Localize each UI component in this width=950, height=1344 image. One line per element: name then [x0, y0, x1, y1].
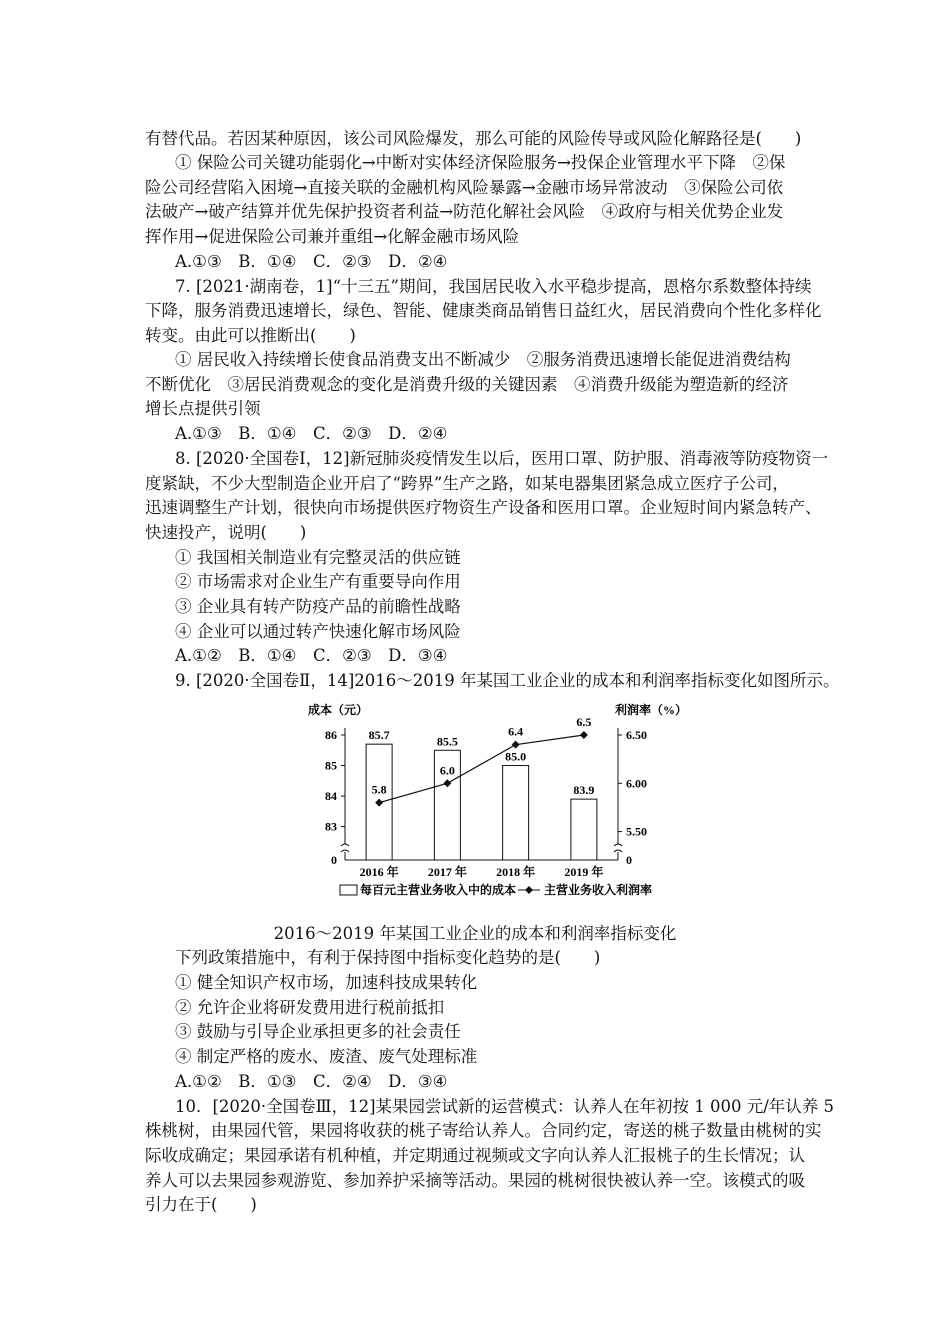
x-tick-label: 2018 年	[496, 865, 536, 879]
q8-option: ① 我国相关制造业有完整灵活的供应链	[175, 548, 461, 567]
bar-value-label: 83.9	[573, 783, 595, 798]
bar-series	[366, 728, 597, 860]
profit-rate-line	[379, 735, 584, 803]
left-tick-label: 86	[325, 728, 337, 742]
q10-stem-line: 际收成确定；果园承诺有机种植，并定期通过视频或文字向认养人汇报桃子的生长情况；认	[145, 1146, 805, 1165]
q8-stem-line: 迅速调整生产计划，很快向市场提供医疗物资生产设备和医用口罩。企业短时间内紧急转产、	[145, 498, 822, 517]
chart-caption: 2016～2019 年某国工业企业的成本和利润率指标变化	[273, 924, 677, 943]
bar-value-label: 85.5	[436, 734, 458, 749]
q10-stem-line: 养人可以去果园参观游览、参加养护采摘等活动。果园的桃树很快被认养一空。该模式的吸	[145, 1171, 805, 1190]
q10-stem-line: 引力在于( )	[145, 1195, 257, 1214]
q8-option: ② 市场需求对企业生产有重要导向作用	[175, 572, 461, 591]
cost-profit-chart	[300, 700, 680, 905]
q6-option-line: 法破产→破产结算并优先保护投资者利益→防范化解社会风险 ④政府与相关优势企业发	[145, 202, 784, 221]
q9-option: ② 允许企业将研发费用进行税前抵扣	[175, 998, 445, 1017]
line-point	[512, 741, 520, 749]
q7-stem-line: 下降，服务消费迅速增长，绿色、智能、健康类商品销售日益红火，居民消费向个性化多样化	[145, 301, 822, 320]
bar-value-label: 85.0	[505, 749, 527, 764]
left-tick-label: 0	[331, 853, 337, 867]
line-point	[580, 731, 588, 739]
legend-line-label: 主营业务收入利润率	[544, 883, 653, 897]
x-tick-label: 2017 年	[427, 865, 467, 879]
q7-stem-line: 转变。由此可以推断出( )	[145, 326, 356, 345]
q9-answers: A.①② B．①③ C．②④ D．③④	[175, 1072, 448, 1091]
line-value-label: 5.8	[371, 782, 387, 797]
q10-stem-line: 10．[2020·全国卷Ⅲ，12]某果园尝试新的运营模式：认养人在年初按 1 000 元/年认养 5	[175, 1097, 835, 1116]
q9-option: ④ 制定严格的废水、废渣、废气处理标准	[175, 1047, 478, 1066]
right-axis-title: 利润率（%）	[615, 703, 680, 717]
axis-break-mark	[341, 844, 349, 852]
q9-question: 下列政策措施中，有利于保持图中指标变化趋势的是( )	[175, 948, 601, 967]
line-value-label: 6.4	[508, 724, 524, 739]
q8-stem-line: 8. [2020·全国卷Ⅰ，12]新冠肺炎疫情发生以后，医用口罩、防护服、消毒液等防疫物资一	[175, 449, 829, 468]
q9-option: ③ 鼓励与引导企业承担更多的社会责任	[175, 1022, 461, 1041]
line-value-label: 6.0	[439, 763, 455, 778]
q9-stem: 9. [2020·全国卷Ⅱ，14]2016～2019 年某国工业企业的成本和利润率指标变化如图所示。	[175, 671, 840, 690]
q7-stem-line: 7. [2021·湖南卷，1]“十三五”期间，我国居民收入水平稳步提高，恩格尔系数整体持续	[175, 277, 812, 296]
chart-legend	[340, 882, 652, 897]
q6-answers: A.①③ B．①④ C．②③ D．②④	[175, 252, 448, 271]
q7-option-line: 不断优化 ③居民消费观念的变化是消费升级的关键因素 ④消费升级能为塑造新的经济	[145, 375, 789, 394]
q9-option: ① 健全知识产权市场，加速科技成果转化	[175, 973, 478, 992]
right-tick-label: 5.50	[626, 824, 647, 839]
x-tick-label: 2019 年	[564, 865, 604, 879]
line-value-label: 6.5	[576, 715, 592, 729]
axis-break-mark	[614, 844, 622, 852]
left-tick-label: 84	[325, 789, 337, 804]
left-tick-label: 85	[325, 758, 337, 773]
q6-stem-tail: 有替代品。若因某种原因，该公司风险爆发，那么可能的风险传导或风险化解路径是( )	[145, 129, 802, 148]
q10-stem-line: 株桃树，由果园代管，果园将收获的桃子寄给认养人。合同约定，寄送的桃子数量由桃树的实	[145, 1121, 822, 1140]
left-axis-title: 成本（元）	[308, 703, 369, 717]
q6-option-line: 险公司经营陷入困境→直接关联的金融机构风险暴露→金融市场异常波动 ③保险公司依	[145, 178, 784, 197]
legend-bar-swatch	[340, 885, 357, 895]
legend-line-marker	[525, 886, 533, 894]
bar	[503, 766, 529, 860]
q6-option-line: ① 保险公司关键功能弱化→中断对实体经济保险服务→投保企业管理水平下降 ②保	[175, 153, 786, 172]
q7-option-line: ① 居民收入持续增长使食品消费支出不断减少 ②服务消费迅速增长能促进消费结构	[175, 350, 791, 369]
left-tick-label: 83	[325, 819, 337, 834]
line-series	[371, 715, 595, 807]
right-tick-label: 6.00	[626, 776, 647, 791]
q8-answers: A.①② B．①④ C．②③ D．③④	[175, 646, 448, 665]
right-tick-label: 6.50	[626, 728, 647, 742]
q8-option: ③ 企业具有转产防疫产品的前瞻性战略	[175, 597, 461, 616]
q8-stem-line: 度紧缺，不少大型制造企业开启了“跨界”生产之路，如某电器集团紧急成立医疗子公司，	[145, 474, 789, 493]
right-tick-label: 0	[626, 853, 632, 867]
q7-option-line: 增长点提供引领	[145, 399, 261, 418]
chart-svg	[300, 700, 680, 905]
bar	[571, 799, 597, 860]
q7-answers: A.①③ B．①④ C．②③ D．②④	[175, 424, 448, 443]
x-tick-label: 2016 年	[359, 865, 399, 879]
q8-option: ④ 企业可以通过转产快速化解市场风险	[175, 622, 461, 641]
bar-value-label: 85.7	[368, 728, 390, 743]
q6-option-line: 挥作用→促进保险公司兼并重组→化解金融市场风险	[145, 227, 520, 246]
legend-bar-label: 每百元主营业务收入中的成本	[360, 883, 517, 897]
q8-stem-line: 快速投产，说明( )	[145, 523, 307, 542]
